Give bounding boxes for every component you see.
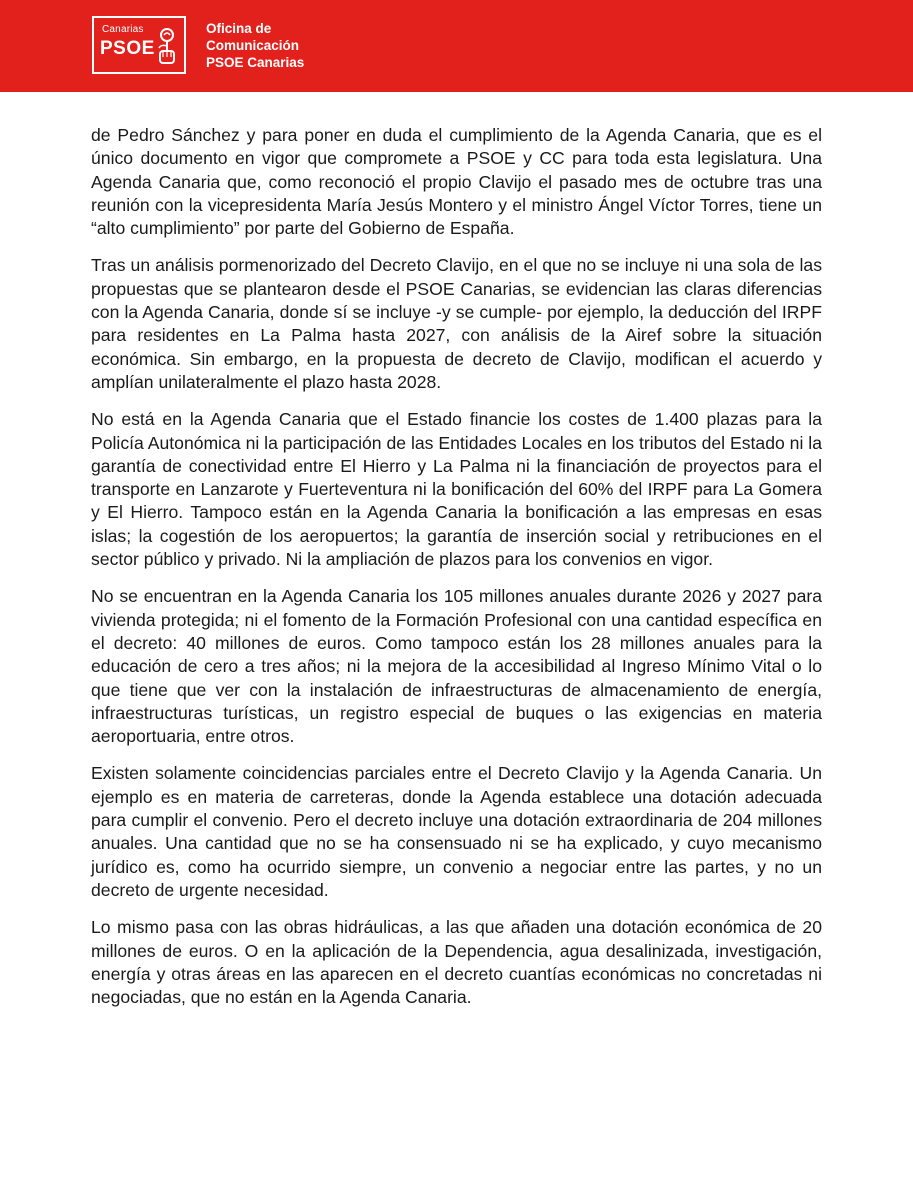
office-line-3: PSOE Canarias bbox=[206, 55, 305, 70]
paragraph: Tras un análisis pormenorizado del Decreto Clavijo, en el que no se incluye ni una sola de las propuestas que se plantearon desde el PSOE Canarias, se evidencian las claras diferencias con la Agenda Canaria, donde sí se incluye -y se cumple- por ejemplo, la deducción del IRPF para residentes en La Palma hasta 2027, con análisis de la Airef sobre la situación económica. Sin embargo, en la propuesta de decreto de Clavijo, modifican el acuerdo y amplían unilateralmente el plazo hasta 2028. bbox=[91, 255, 822, 392]
office-line-1: Oficina de bbox=[206, 21, 272, 36]
psoe-canarias-logo bbox=[92, 16, 186, 74]
logo-region-text: Canarias bbox=[102, 24, 144, 35]
logo-party-text: PSOE bbox=[100, 38, 155, 59]
paragraph: No se encuentran en la Agenda Canaria los 105 millones anuales durante 2026 y 2027 para vivienda protegida; ni el fomento de la Formación Profesional con una cantidad específica en el decreto: 40 millones de euros. Como tampoco están los 28 millones anuales para la educación de cero a tres años; ni la mejora de la accesibilidad al Ingreso Mínimo Vital o lo que tiene que ver con la instalación de infraestructuras de almacenamiento de energía, infraestructuras turísticas, un registro especial de buques o las exigencias en materia aeroportuaria, entre otros. bbox=[91, 586, 822, 747]
office-line-2: Comunicación bbox=[206, 38, 300, 53]
paragraph: de Pedro Sánchez y para poner en duda el cumplimiento de la Agenda Canaria, que es el único documento en vigor que compromete a PSOE y CC para toda esta legislatura. Una Agenda Canaria que, como reconoció el propio Clavijo el pasado mes de octubre tras una reunión con la vicepresidenta María Jesús Montero y el ministro Ángel Víctor Torres, tiene un “alto cumplimiento” por parte del Gobierno de España. bbox=[91, 125, 822, 239]
paragraph: Lo mismo pasa con las obras hidráulicas, a las que añaden una dotación económica de 20 millones de euros. O en la aplicación de la Dependencia, agua desalinizada, investigación, energía y otras áreas en las aparecen en el decreto cuantías económicas no concretadas ni negociadas, que no están en la Agenda Canaria. bbox=[91, 917, 822, 1008]
rose-fist-icon bbox=[154, 26, 180, 66]
office-name bbox=[206, 20, 304, 71]
document-body bbox=[91, 124, 822, 1023]
paragraph: Existen solamente coincidencias parciales entre el Decreto Clavijo y la Agenda Canaria. Un ejemplo es en materia de carreteras, donde la Agenda establece una dotación adecuada para cumplir el convenio. Pero el decreto incluye una dotación extraordinaria de 204 millones anuales. Una cantidad que no se ha consensuado ni se ha explicado, y cuyo mecanismo jurídico es, como ha ocurrido siempre, un convenio a negociar entre las partes, y no un decreto de urgente necesidad. bbox=[91, 763, 822, 900]
header-banner bbox=[0, 0, 913, 92]
paragraph: No está en la Agenda Canaria que el Estado financie los costes de 1.400 plazas para la Policía Autonómica ni la participación de las Entidades Locales en los tributos del Estado ni la garantía de conectividad entre El Hierro y La Palma ni la financiación de proyectos para el transporte en Lanzarote y Fuerteventura ni la bonificación del 60% del IRPF para La Gomera y El Hierro. Tampoco están en la Agenda Canaria la bonificación a las empresas en esas islas; la cogestión de los aeropuertos; la garantía de inserción social y retribuciones en el sector público y privado. Ni la ampliación de plazos para los convenios en vigor. bbox=[91, 409, 822, 570]
